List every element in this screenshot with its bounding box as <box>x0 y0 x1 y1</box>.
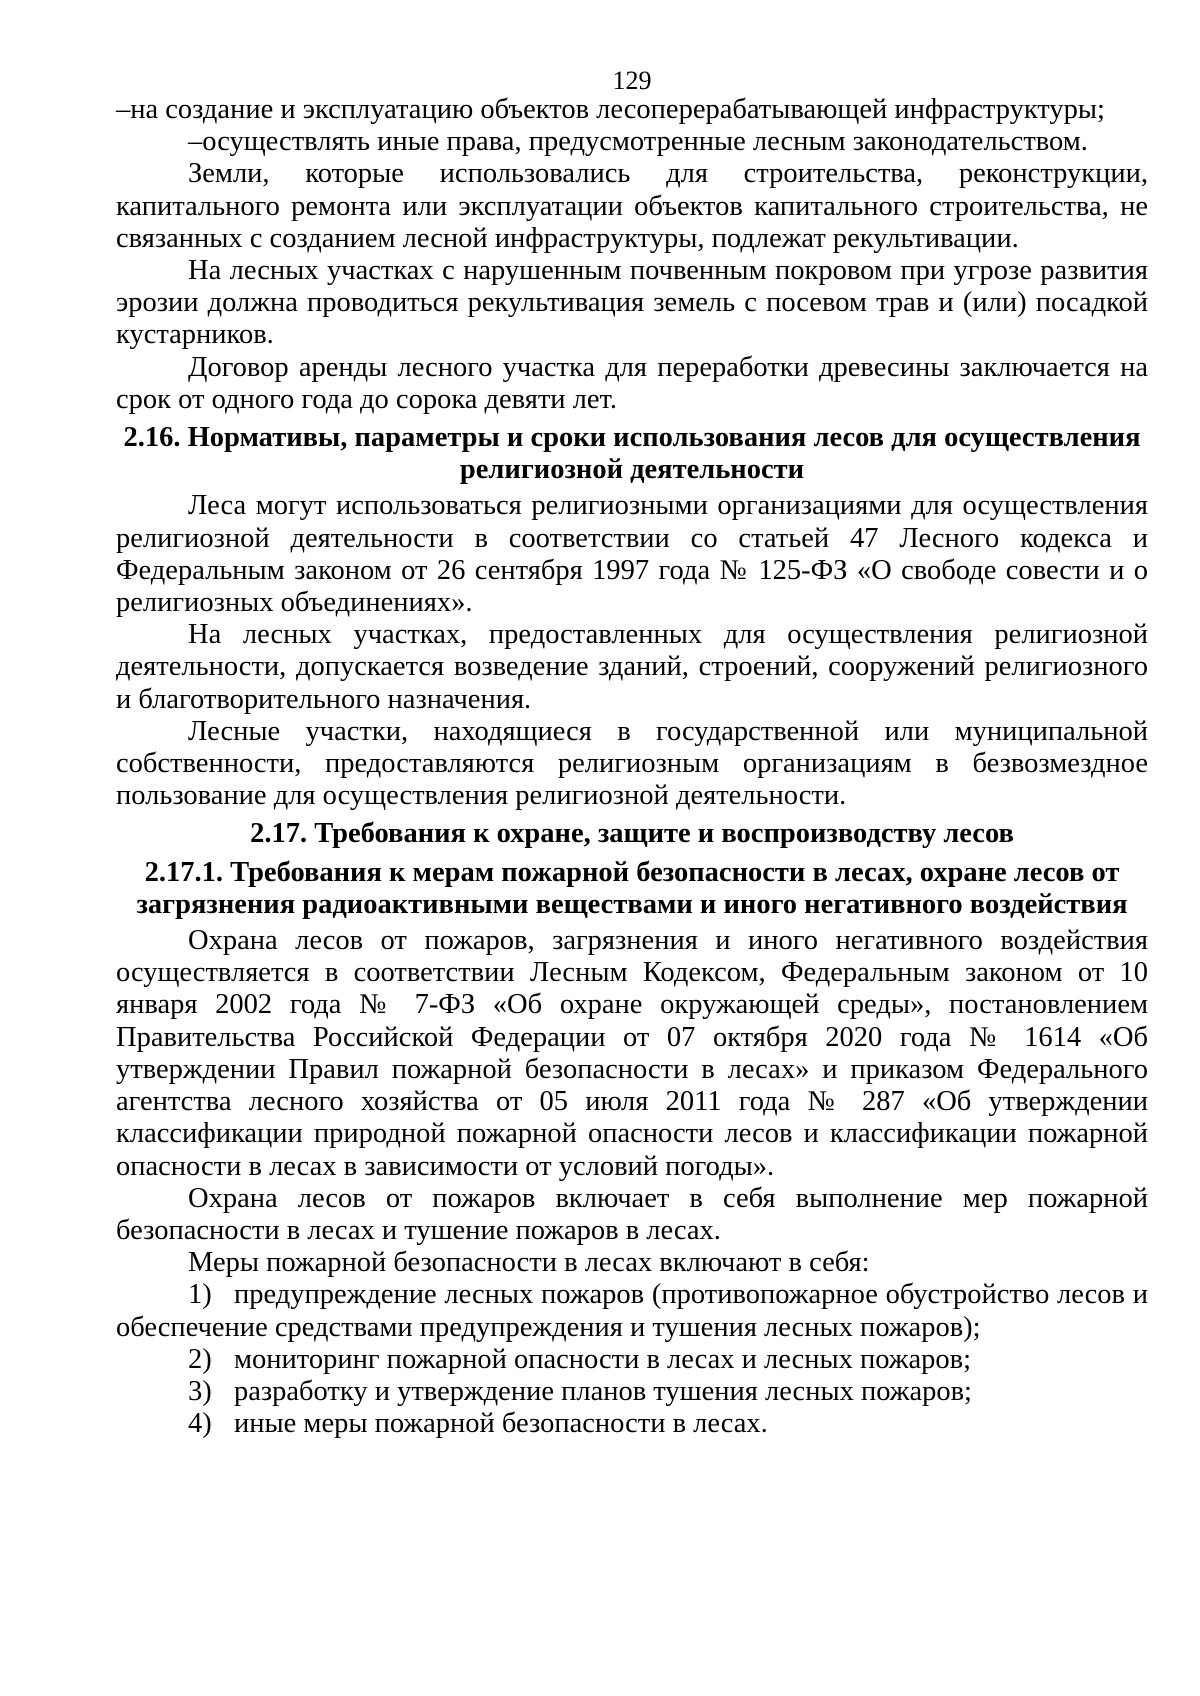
paragraph: Охрана лесов от пожаров включает в себя выполнение мер пожарной безопасности в лесах и тушение пожаров в лесах. <box>116 1182 1148 1246</box>
paragraph: –на создание и эксплуатацию объектов лесоперерабатывающей инфраструктуры; <box>116 94 1105 125</box>
section-heading-2-17: 2.17. Требования к охране, защите и воспроизводству лесов <box>250 818 1014 850</box>
list-item-number: 3) <box>188 1375 212 1407</box>
section-heading-2-17-1: 2.17.1. Требования к мерам пожарной безопасности в лесах, охране лесов от загрязнения радиоактивными веществами и иного негативного воздействия <box>136 856 1128 920</box>
list-item <box>116 1279 1148 1343</box>
paragraph: Меры пожарной безопасности в лесах включают в себя: <box>188 1247 870 1279</box>
paragraph: Леса могут использоваться религиозными организациями для осуществления религиозной деятельности в соответствии со статьей 47 Лесного кодекса и Федеральным законом от 26 сентября 1997 года № 125-ФЗ «О свободе совести и о религиозных объединениях». <box>116 490 1148 619</box>
list-item-text: разработку и утверждение планов тушения лесных пожаров; <box>234 1375 972 1407</box>
paragraph: На лесных участках, предоставленных для осуществления религиозной деятельности, допускается возведение зданий, строений, сооружений религиозного и благотворительного назначения. <box>116 619 1148 715</box>
list-item <box>116 1376 1148 1408</box>
list-item-number: 2) <box>188 1343 212 1375</box>
list-item-text: мониторинг пожарной опасности в лесах и лесных пожаров; <box>234 1343 972 1375</box>
list-item-text: иные меры пожарной безопасности в лесах. <box>234 1408 768 1440</box>
paragraph: Охрана лесов от пожаров, загрязнения и иного негативного воздействия осуществляется в соответствии Лесным Кодексом, Федеральным законом от 10 января 2002 года № 7-ФЗ «Об охране окружающей среды», постановлением Правительства Российской Федерации от 07 октября 2020 года № 1614 «Об утверждении Правил пожарной безопасности в лесах» и приказом Федерального агентства лесного хозяйства от 05 июля 2011 года № 287 «Об утверждении классификации природной пожарной опасности лесов и классификации пожарной опасности в лесах в зависимости от условий погоды». <box>116 925 1148 1182</box>
paragraph: Лесные участки, находящиеся в государственной или муниципальной собственности, предоставляются религиозным организациям в безвозмездное пользование для осуществления религиозной деятельности. <box>116 715 1148 812</box>
paragraph: –осуществлять иные права, предусмотренные лесным законодательством. <box>188 126 1088 158</box>
list-item <box>116 1408 1148 1440</box>
section-heading-2-16: 2.16. Нормативы, параметры и сроки использования лесов для осуществления религиозной деятельности <box>123 422 1141 486</box>
paragraph: Земли, которые использовались для строительства, реконструкции, капитального ремонта или эксплуатации объектов капитального строительства, не связанных с созданием лесной инфраструктуры, подлежат рекультивации. <box>116 158 1148 254</box>
list-item-number: 1) <box>188 1279 212 1311</box>
page-number: 129 <box>612 66 652 95</box>
list-item-number: 4) <box>188 1408 212 1440</box>
paragraph: На лесных участках с нарушенным почвенным покровом при угрозе развития эрозии должна проводиться рекультивация земель с посевом трав и (или) посадкой кустарников. <box>116 255 1148 351</box>
list-item <box>116 1344 1148 1376</box>
paragraph: Договор аренды лесного участка для переработки древесины заключается на срок от одного года до сорока девяти лет. <box>116 351 1148 415</box>
list-item-text: предупреждение лесных пожаров (противопожарное обустройство лесов и обеспечение средствами предупреждения и тушения лесных пожаров); <box>116 1279 1148 1343</box>
